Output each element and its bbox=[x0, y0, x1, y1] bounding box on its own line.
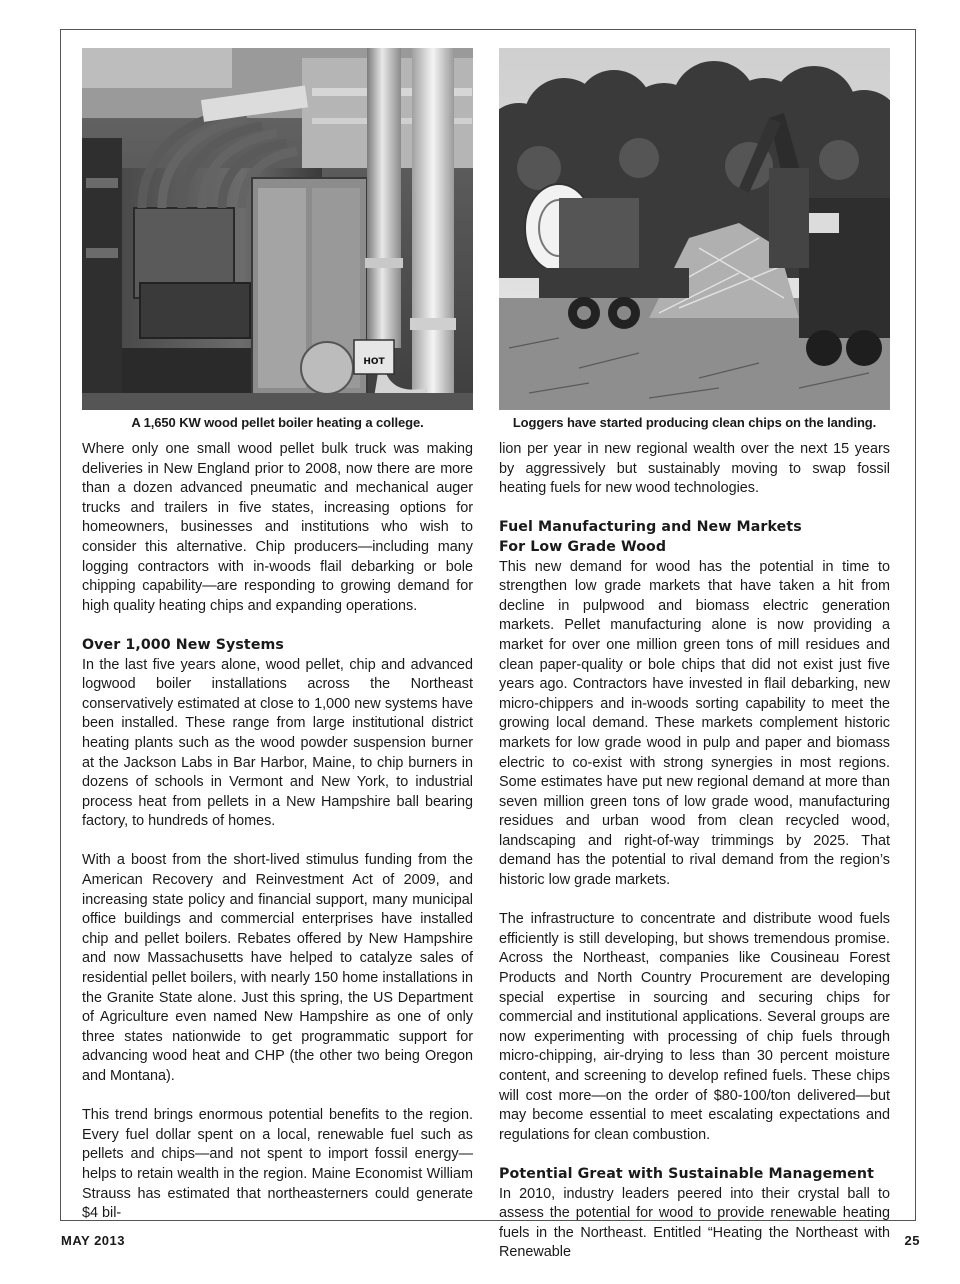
heading-fuel-manufacturing-line2: For Low Grade Wood bbox=[499, 538, 667, 555]
left-paragraph-4: This trend brings enormous potential benefits to the region. Every fuel dollar spent on a local, renewable fuel such as pellets and chips—and not spent to import fossil energy—helps to retain wealth in the region. Maine Economist William Strauss has estimated that northeasterners could generate $4 bil- bbox=[82, 1107, 473, 1222]
chipper-photo bbox=[499, 48, 890, 410]
chipper-photo-caption: Loggers have started producing clean chips on the landing. bbox=[512, 415, 877, 430]
left-photo-block bbox=[82, 48, 473, 432]
right-paragraph-1: lion per year in new regional wealth over the next 15 years by aggressively but sustainably moving to swap fossil heating fuels for new wood technologies. bbox=[499, 441, 890, 497]
right-paragraph-2: This new demand for wood has the potential in time to strengthen low grade markets that have taken a hit from decline in pulpwood and biomass electric generation markets. Pellet manufacturing alone is now providing a market for over one million green tons of mill residues and clean paper-quality or bole chips that did not exist just five years ago. Contractors have invested in flail debarking, new micro-chippers and in-woods sorting capability to meet the growing local demand. These markets complement historic markets for low grade wood in pulp and paper and biomass electric to co-exist with strong synergies in most regions. Some estimates have put new regional demand at more than seven million green tons of low grade wood, manufacturing residues and urban wood from clean recycled wood, landscaping and right-of-way trimmings by 2025. That demand has the potential to rival demand from the region’s historic low grade markets. bbox=[499, 558, 890, 889]
left-paragraph-1: Where only one small wood pellet bulk truck was making deliveries in New England prior to 2008, now there are more than a dozen advanced pneumatic and mechanical auger trucks and trailers in five states, increasing options for homeowners, businesses and institutions who wish to consider this alternative. Chip producers—including many logging contractors with in-woods flail debarking or bole chipping capability—are responding to growing demand for high quality heating chips and expanding operations. bbox=[82, 441, 473, 614]
heading-new-systems: Over 1,000 New Systems bbox=[82, 636, 284, 653]
boiler-photo-caption: A 1,650 KW wood pellet boiler heating a college. bbox=[131, 415, 424, 430]
page-number: 25 bbox=[904, 1233, 920, 1248]
hot-warning-label: HOT bbox=[363, 357, 385, 367]
left-paragraph-3: With a boost from the short-lived stimulus funding from the American Recovery and Reinvestment Act of 2009, and increasing state policy and financial support, many municipal office buildings and commercial enterprises have installed chip and pellet boilers. Rebates offered by New Hampshire and now Massachusetts have helped to catalyze sales of residential pellet boilers, with nearly 150 home installations in the Granite State alone. Just this spring, the US Department of Agriculture even named New Hampshire as one of only three states nationwide to get programmatic support for advancing wood heat and CHP (the other two being Oregon and Montana). bbox=[82, 852, 473, 1084]
footer-date: MAY 2013 bbox=[61, 1233, 125, 1248]
right-paragraph-3: The infrastructure to concentrate and distribute wood fuels efficiently is still developing, but shows tremendous promise. Across the Northeast, companies like Cousineau Forest Products and North Country Procurement are developing special expertise in sourcing and securing chips for commercial and institutional applications. Several groups are now experimenting with processing of chip fuels through micro-chipping, air-drying to less than 30 percent moisture content, and screening to develop refined fuels. These chips will cost more—on the order of $80-100/ton delivered—but may become essential to meet escalating expectations and regulations for clean combustion. bbox=[499, 911, 890, 1143]
left-paragraph-2: In the last five years alone, wood pellet, chip and advanced logwood boiler installations across the Northeast conservatively estimated at close to 1,000 new systems have been installed. These range from large institutional district heating plants such as the wood powder suspension burner at the Jackson Labs in Bar Harbor, Maine, to chip burners in dozens of schools in Vermont and New York, to industrial process heat from pellets in a New Hampshire ball bearing factory, to hundreds of homes. bbox=[82, 656, 473, 830]
left-column-text bbox=[82, 440, 473, 1243]
heading-fuel-manufacturing bbox=[499, 518, 890, 557]
heading-fuel-manufacturing-line1: Fuel Manufacturing and New Markets bbox=[499, 519, 802, 536]
right-photo-block bbox=[499, 48, 890, 432]
right-column-text bbox=[499, 440, 890, 1283]
boiler-photo bbox=[82, 48, 473, 410]
heading-sustainable-management: Potential Great with Sustainable Management bbox=[499, 1165, 874, 1182]
right-paragraph-4: In 2010, industry leaders peered into their crystal ball to assess the potential for wood to provide renewable heating fuels in the Northeast. Entitled “Heating the Northeast with Renewable bbox=[499, 1185, 890, 1261]
